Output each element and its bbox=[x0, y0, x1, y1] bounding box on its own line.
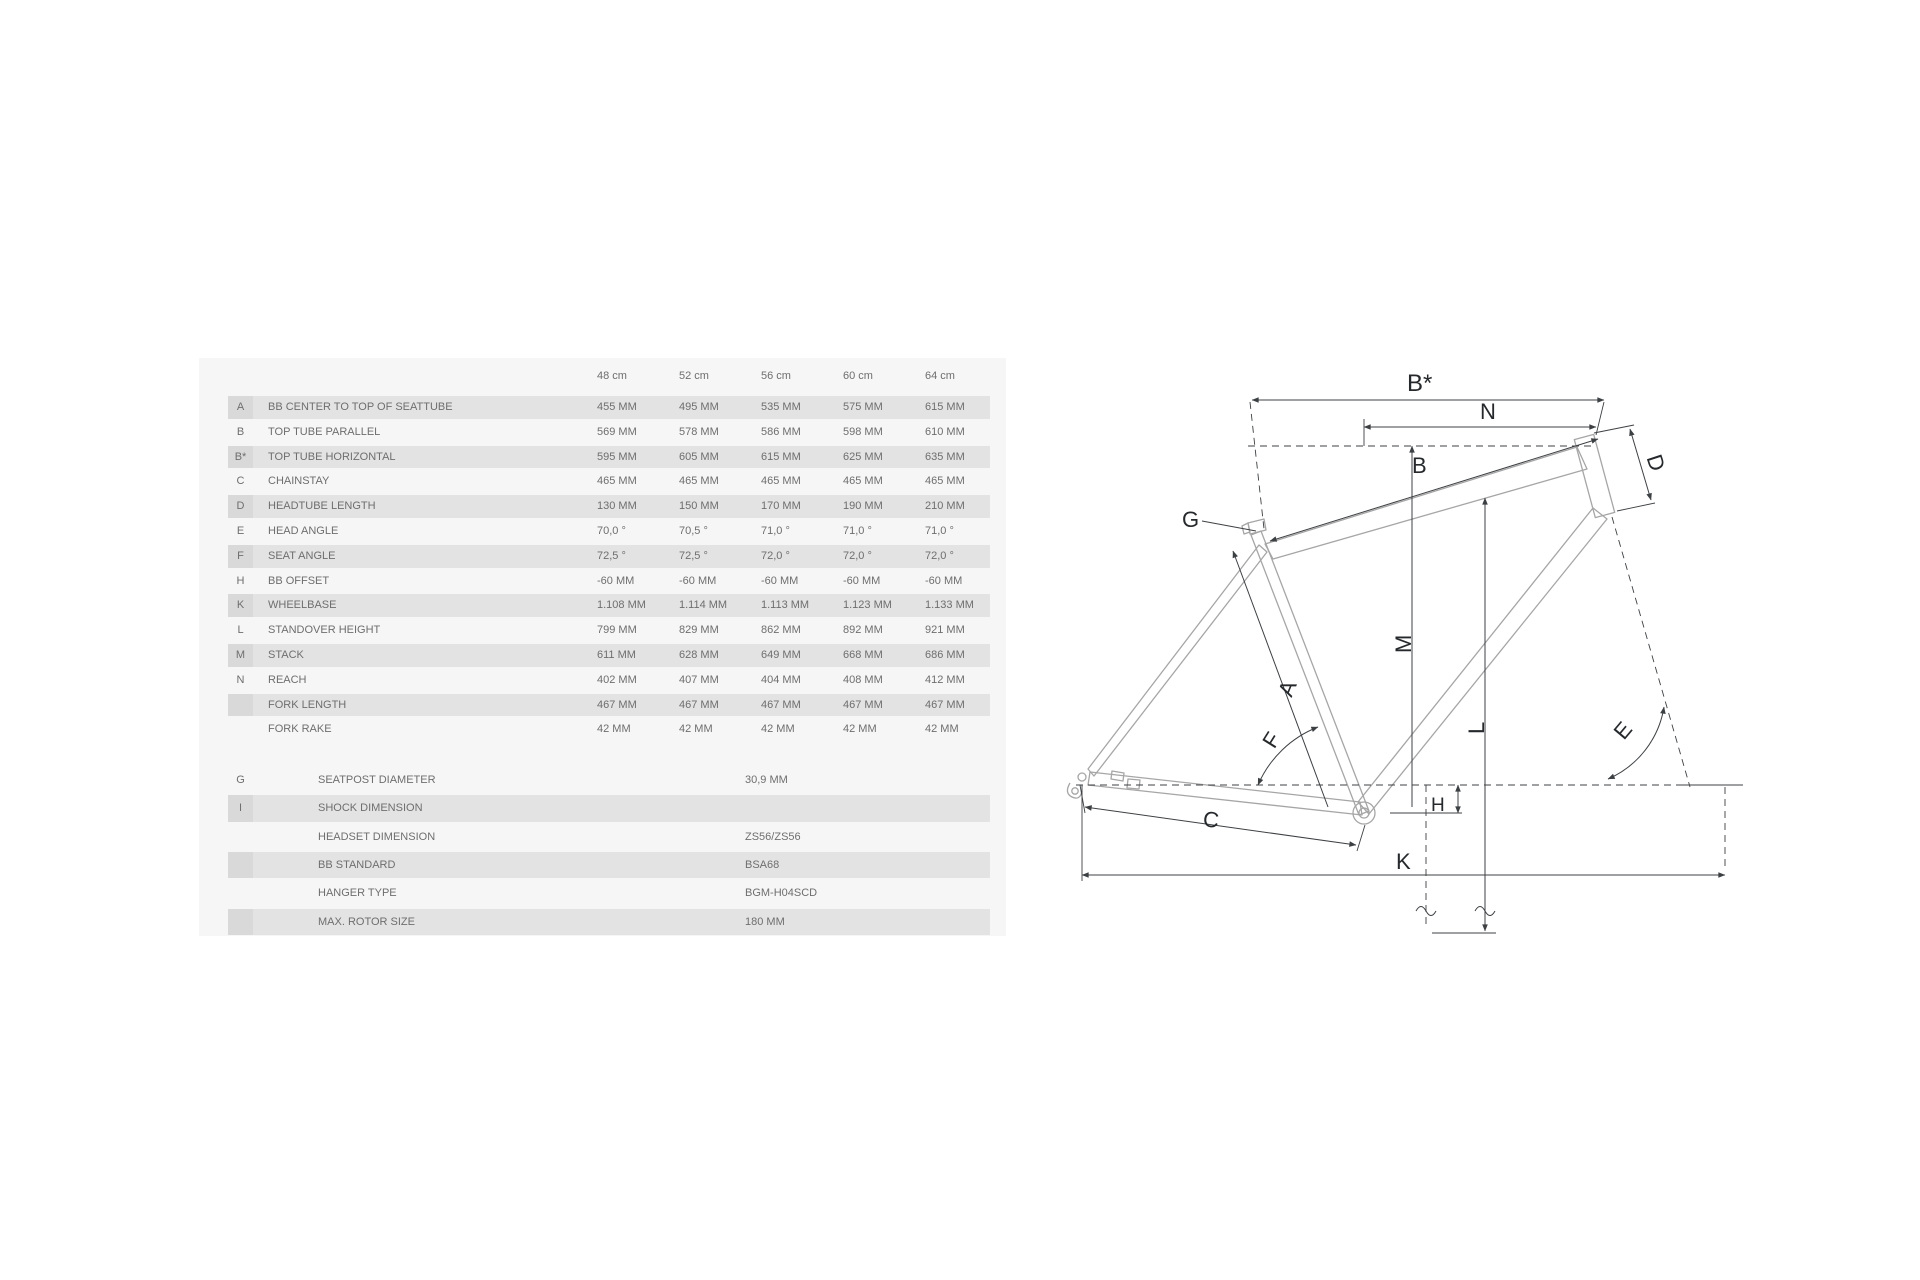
row-value: 210 MM bbox=[925, 500, 965, 513]
dim-label-h: H bbox=[1431, 795, 1445, 816]
row-value: 1.108 MM bbox=[597, 599, 646, 612]
row-value: 407 MM bbox=[679, 673, 719, 686]
headtube-ext-top bbox=[1594, 425, 1634, 433]
row-value: 829 MM bbox=[679, 624, 719, 637]
row-letter: C bbox=[236, 475, 245, 488]
row-letter: E bbox=[236, 524, 245, 537]
row-value: 70,0 ° bbox=[597, 524, 626, 537]
row-value: -60 MM bbox=[597, 574, 635, 587]
row-letter-cell bbox=[228, 694, 253, 717]
row-value: 799 MM bbox=[597, 624, 637, 637]
table-gap bbox=[199, 742, 1006, 766]
spec-row bbox=[199, 851, 1006, 879]
row-value: 610 MM bbox=[925, 425, 965, 438]
row-label: SEATPOST DIAMETER bbox=[318, 774, 436, 787]
row-value: 635 MM bbox=[925, 450, 965, 463]
row-value: 578 MM bbox=[679, 425, 719, 438]
row-label: HEAD ANGLE bbox=[268, 524, 339, 537]
frame-diagram bbox=[1060, 355, 1750, 960]
geometry-row bbox=[199, 544, 1006, 569]
dim-label-l: L bbox=[1464, 721, 1489, 734]
dim-label-b: B bbox=[1412, 453, 1427, 478]
row-value: 668 MM bbox=[843, 648, 883, 661]
dim-label-d: D bbox=[1641, 451, 1671, 475]
row-value: 598 MM bbox=[843, 425, 883, 438]
dim-label-e: E bbox=[1608, 716, 1638, 745]
size-column-header: 48 cm bbox=[597, 370, 627, 382]
row-value: -60 MM bbox=[679, 574, 717, 587]
row-label: REACH bbox=[268, 673, 307, 686]
row-value: 72,5 ° bbox=[679, 549, 708, 562]
row-letter-cell bbox=[228, 880, 253, 906]
row-value: 42 MM bbox=[843, 723, 877, 736]
row-value: 180 MM bbox=[745, 915, 785, 928]
row-label: TOP TUBE PARALLEL bbox=[268, 425, 381, 438]
row-value: 42 MM bbox=[597, 723, 631, 736]
row-value: 1.113 MM bbox=[761, 599, 810, 612]
row-value: 190 MM bbox=[843, 500, 883, 513]
geometry-rows bbox=[199, 395, 1006, 742]
size-header-row bbox=[199, 358, 1006, 395]
row-value: 586 MM bbox=[761, 425, 801, 438]
head-tube bbox=[1574, 434, 1614, 517]
row-value: 465 MM bbox=[925, 475, 965, 488]
row-value: 130 MM bbox=[597, 500, 637, 513]
headtube-ext-bottom bbox=[1617, 503, 1655, 511]
geometry-row bbox=[199, 717, 1006, 742]
row-letter: G bbox=[236, 774, 245, 787]
row-value: 71,0 ° bbox=[843, 524, 872, 537]
row-value: BSA68 bbox=[745, 859, 780, 872]
size-column-header: 52 cm bbox=[679, 370, 709, 382]
row-label: WHEELBASE bbox=[268, 599, 337, 612]
size-column-header: 64 cm bbox=[925, 370, 955, 382]
derailleur-hanger-hole bbox=[1072, 788, 1078, 794]
dim-label-n: N bbox=[1480, 399, 1496, 424]
frame-diagram-svg bbox=[1060, 355, 1750, 955]
row-value: 170 MM bbox=[761, 500, 801, 513]
row-value: 465 MM bbox=[679, 475, 719, 488]
geometry-row bbox=[199, 593, 1006, 618]
row-value: 535 MM bbox=[761, 401, 801, 413]
frame-outline bbox=[1067, 434, 1614, 824]
seat-axis-extension bbox=[1250, 402, 1264, 529]
row-letter: N bbox=[236, 673, 245, 686]
row-letter-cell bbox=[228, 718, 253, 741]
row-label: MAX. ROTOR SIZE bbox=[318, 915, 415, 928]
row-value: 467 MM bbox=[597, 698, 637, 711]
row-label: STACK bbox=[268, 648, 304, 661]
dim-label-c: C bbox=[1201, 806, 1221, 833]
row-value: 72,5 ° bbox=[597, 549, 626, 562]
row-value: 892 MM bbox=[843, 624, 883, 637]
row-value: 921 MM bbox=[925, 624, 965, 637]
row-letter: L bbox=[237, 624, 244, 637]
row-value: 628 MM bbox=[679, 648, 719, 661]
row-value: 42 MM bbox=[679, 723, 713, 736]
dim-label-bstar: B* bbox=[1407, 370, 1433, 397]
geometry-row bbox=[199, 519, 1006, 544]
row-value: 404 MM bbox=[761, 673, 801, 686]
dim-top-tube-parallel bbox=[1270, 439, 1598, 541]
row-value: 408 MM bbox=[843, 673, 883, 686]
row-value: 465 MM bbox=[597, 475, 637, 488]
dim-label-f: F bbox=[1257, 727, 1286, 753]
row-letter: B bbox=[236, 425, 245, 438]
bstar-extension bbox=[1596, 402, 1604, 435]
row-value: 605 MM bbox=[679, 450, 719, 463]
row-label: HEADSET DIMENSION bbox=[318, 830, 436, 843]
geometry-row bbox=[199, 395, 1006, 420]
dim-chainstay bbox=[1085, 807, 1356, 845]
row-value: 467 MM bbox=[761, 698, 801, 711]
row-value: 595 MM bbox=[597, 450, 637, 463]
row-value: 72,0 ° bbox=[925, 549, 954, 562]
size-column-header: 60 cm bbox=[843, 370, 873, 382]
row-value: 42 MM bbox=[925, 723, 959, 736]
seat-tube bbox=[1251, 531, 1369, 815]
row-value: 150 MM bbox=[679, 500, 719, 513]
dim-label-m: M bbox=[1391, 634, 1416, 653]
row-value: 402 MM bbox=[597, 673, 637, 686]
row-value: 71,0 ° bbox=[761, 524, 790, 537]
spec-row bbox=[199, 879, 1006, 907]
row-value: 495 MM bbox=[679, 401, 719, 413]
row-value: 1.114 MM bbox=[679, 599, 728, 612]
row-value: 862 MM bbox=[761, 624, 801, 637]
dim-label-g: G bbox=[1182, 507, 1200, 532]
row-label: BB CENTER TO TOP OF SEATTUBE bbox=[268, 401, 453, 413]
row-value: 72,0 ° bbox=[843, 549, 872, 562]
row-value: 1.123 MM bbox=[843, 599, 892, 612]
row-value: 615 MM bbox=[925, 401, 965, 413]
row-label: SEAT ANGLE bbox=[268, 549, 336, 562]
dim-label-a: A bbox=[1272, 676, 1302, 700]
rear-dropout bbox=[1078, 773, 1086, 781]
row-value: 611 MM bbox=[597, 648, 636, 661]
geometry-row bbox=[199, 494, 1006, 519]
geometry-panel bbox=[199, 358, 1006, 936]
steering-axis bbox=[1612, 517, 1690, 787]
row-label: TOP TUBE HORIZONTAL bbox=[268, 450, 396, 463]
row-label: FORK RAKE bbox=[268, 723, 332, 736]
row-value: 465 MM bbox=[843, 475, 883, 488]
row-value: -60 MM bbox=[925, 574, 963, 587]
seatstay bbox=[1088, 545, 1267, 776]
dim-label-k: K bbox=[1396, 849, 1411, 874]
row-value: 625 MM bbox=[843, 450, 883, 463]
geometry-row bbox=[199, 420, 1006, 445]
row-letter: B* bbox=[234, 450, 247, 463]
row-label: CHAINSTAY bbox=[268, 475, 330, 488]
row-value: -60 MM bbox=[843, 574, 881, 587]
geometry-row bbox=[199, 643, 1006, 668]
row-value: 465 MM bbox=[761, 475, 801, 488]
chainstay-ext-left bbox=[1080, 785, 1085, 813]
row-value: -60 MM bbox=[761, 574, 799, 587]
spec-rows bbox=[199, 766, 1006, 936]
row-value: 575 MM bbox=[843, 401, 883, 413]
row-value: ZS56/ZS56 bbox=[745, 830, 801, 843]
row-label: FORK LENGTH bbox=[268, 698, 347, 711]
row-letter: H bbox=[236, 574, 245, 587]
row-letter: M bbox=[235, 648, 246, 661]
row-value: 686 MM bbox=[925, 648, 965, 661]
row-value: 1.133 MM bbox=[925, 599, 974, 612]
row-value: 615 MM bbox=[761, 450, 801, 463]
spec-row bbox=[199, 823, 1006, 851]
row-label: BB OFFSET bbox=[268, 574, 330, 587]
row-value: 70,5 ° bbox=[679, 524, 708, 537]
row-value: 71,0 ° bbox=[925, 524, 954, 537]
geometry-row bbox=[199, 668, 1006, 693]
row-value: 455 MM bbox=[597, 401, 637, 413]
row-value: 569 MM bbox=[597, 425, 637, 438]
row-letter-cell bbox=[228, 824, 253, 850]
row-label: HANGER TYPE bbox=[318, 887, 397, 900]
geometry-row bbox=[199, 618, 1006, 643]
down-tube bbox=[1358, 508, 1607, 814]
row-value: 412 MM bbox=[925, 673, 965, 686]
spec-row bbox=[199, 794, 1006, 822]
row-letter-cell bbox=[228, 909, 253, 935]
row-value: BGM-H04SCD bbox=[745, 887, 818, 900]
chainstay-ext-right bbox=[1357, 825, 1365, 851]
spec-row bbox=[199, 766, 1006, 794]
row-label: HEADTUBE LENGTH bbox=[268, 500, 376, 513]
row-value: 30,9 MM bbox=[745, 774, 788, 787]
row-value: 649 MM bbox=[761, 648, 801, 661]
row-letter: A bbox=[236, 401, 245, 413]
row-label: STANDOVER HEIGHT bbox=[268, 624, 381, 637]
row-value: 72,0 ° bbox=[761, 549, 790, 562]
row-label: SHOCK DIMENSION bbox=[318, 802, 423, 815]
spec-row bbox=[199, 908, 1006, 936]
row-value: 467 MM bbox=[679, 698, 719, 711]
size-column-header: 56 cm bbox=[761, 370, 791, 382]
geometry-row bbox=[199, 569, 1006, 594]
row-letter: K bbox=[236, 599, 245, 612]
row-value: 467 MM bbox=[843, 698, 883, 711]
chainstay-tab bbox=[1127, 779, 1140, 789]
row-label: BB STANDARD bbox=[318, 859, 396, 872]
geometry-row bbox=[199, 445, 1006, 470]
row-letter-cell bbox=[228, 852, 253, 878]
row-letter: F bbox=[237, 549, 244, 562]
row-value: 42 MM bbox=[761, 723, 795, 736]
geometry-row bbox=[199, 693, 1006, 718]
row-letter: D bbox=[236, 500, 245, 513]
row-letter: I bbox=[238, 802, 243, 815]
row-value: 467 MM bbox=[925, 698, 965, 711]
geometry-row bbox=[199, 469, 1006, 494]
